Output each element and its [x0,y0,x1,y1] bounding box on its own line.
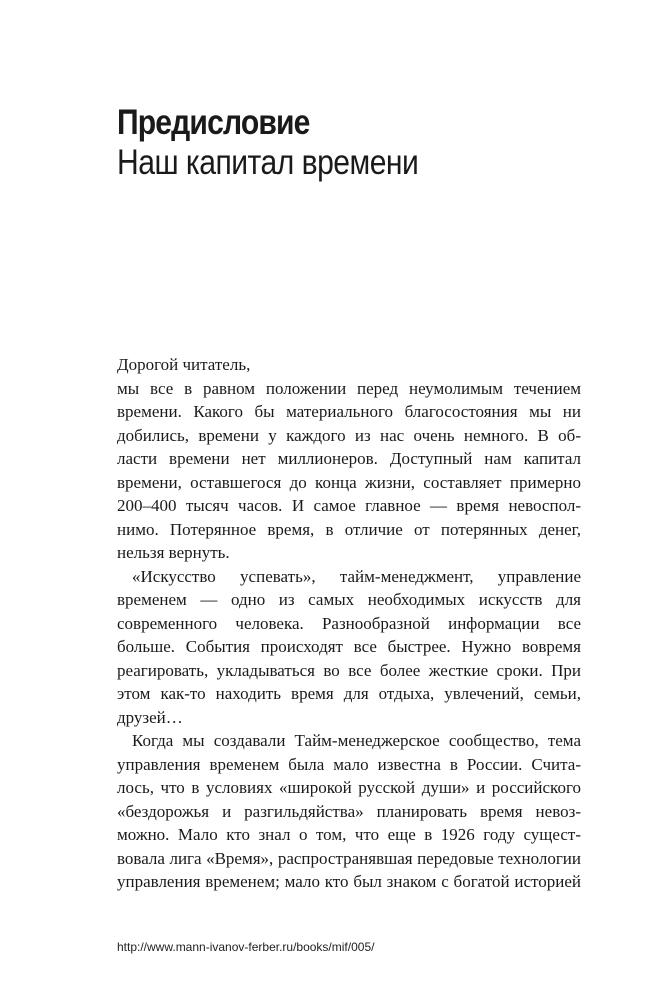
body-line: можно. Мало кто знал о том, что еще в 1926 году сущест- [117,825,581,844]
body-line: нельзя вернуть. [117,543,230,562]
body-line: вовала лига «Время», распространявшая передовые технологии [117,848,581,868]
body-line: времени. Какого бы материального благосостояния мы ни [117,402,581,421]
body-line: 200–400 тысяч часов. И самое главное — время невоспол- [117,496,581,515]
body-line: «Искусство успевать», тайм-менеджмент, управление [132,566,581,586]
body-line: Когда мы создавали Тайм-менеджерское сообщество, тема [132,731,581,750]
body-line: управления временем была мало известна в России. Счита- [117,754,581,774]
body-line: времени, оставшегося до конца жизни, составляет примерно [117,472,581,492]
body-line: нимо. Потерянное время, в отличие от потерянных денег, [117,519,581,539]
body-line: добились, времени у каждого из нас очень немного. В об- [117,425,581,445]
body-line: временем — одно из самых необходимых искусств для [117,590,581,609]
body-line: мы все в равном положении перед неумолимым течением [117,378,581,398]
chapter-kicker: Предисловие [117,103,310,142]
body-line: ласти времени нет миллионеров. Доступный нам капитал [117,449,581,468]
body-line: Дорогой читатель, [117,355,251,374]
body-line: реагировать, укладываться во все более жесткие сроки. При [117,660,581,680]
footer-url: http://www.mann-ivanov-ferber.ru/books/mif/005/ [117,940,375,954]
body-line: управления временем; мало кто был знаком с богатой историей [117,872,581,891]
body-line: «бездорожья и разгильдяйства» планировать время невоз- [117,801,581,821]
body-line: лось, что в условиях «широкой русской души» и российского [117,778,581,797]
chapter-title: Наш капитал времени [117,143,419,182]
body-text [117,353,581,894]
body-line: этом как-то находить время для отдыха, увлечений, семьи, [117,684,581,703]
body-line: друзей… [117,707,183,727]
body-line: больше. События происходят все быстрее. Нужно вовремя [117,637,581,656]
body-line: современного человека. Разнообразной информации все [117,613,581,633]
